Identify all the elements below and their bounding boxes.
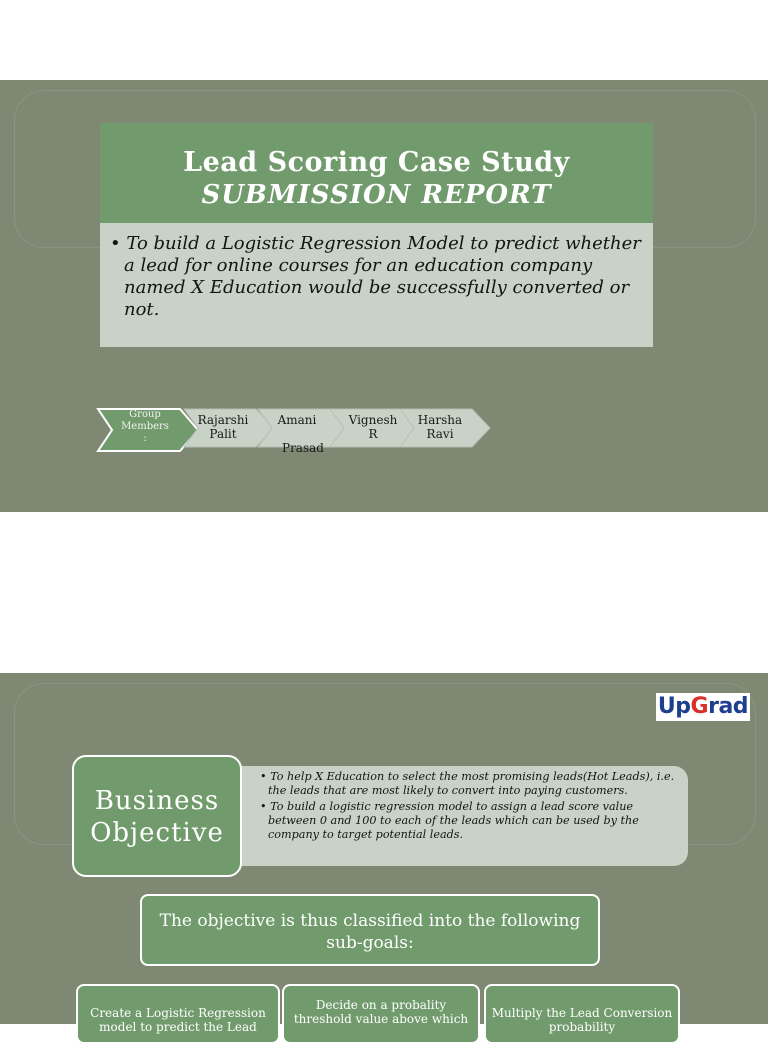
member-name: Harsha Ravi <box>417 413 463 441</box>
goal-text: Multiply the Lead Conversion probability <box>491 1006 673 1034</box>
business-objective-label: Business Objective <box>90 786 224 848</box>
goal-box-3 <box>484 984 680 1044</box>
title-box <box>100 123 653 223</box>
title-slide <box>0 80 768 512</box>
objective-item: • To build a logistic regression model to assign a lead score value between 0 and 100 to each of the leads which can be used by the company to target potential leads. <box>256 800 676 842</box>
objectives-box <box>232 766 688 866</box>
goal-box-1 <box>76 984 280 1044</box>
member-name: Amani <box>277 413 317 427</box>
objective-item: • To help X Education to select the most promising leads(Hot Leads), i.e. the leads that are most likely to convert into paying customers. <box>256 770 676 798</box>
member-name-overflow: Prasad <box>282 441 324 455</box>
subgoals-heading: The objective is thus classified into the following sub-goals: <box>159 911 581 953</box>
goal-text: Decide on a probality threshold value above which <box>293 998 469 1026</box>
description-text: • To build a Logistic Regression Model to predict whether a lead for online courses for an education company named X Education would be successfully converted or not. <box>110 233 654 321</box>
objective-slide <box>0 673 768 1034</box>
business-objective-box <box>72 755 242 877</box>
description-box <box>100 223 653 347</box>
group-label: Group Members : <box>121 409 169 444</box>
upgrad-logo: UpGrad <box>657 694 749 719</box>
goal-text: Create a Logistic Regression model to predict the Lead <box>90 1006 266 1034</box>
objectives-list <box>256 770 676 844</box>
title: Lead Scoring Case Study <box>183 147 570 178</box>
member-chevron-4 <box>400 409 490 447</box>
member-name: Rajarshi Palit <box>197 413 249 441</box>
goal-box-2 <box>282 984 480 1044</box>
member-name: Vignesh R <box>348 413 398 441</box>
group-members-chevron <box>98 409 198 447</box>
subtitle: SUBMISSION REPORT <box>201 180 552 210</box>
subgoals-heading-box <box>140 894 600 966</box>
